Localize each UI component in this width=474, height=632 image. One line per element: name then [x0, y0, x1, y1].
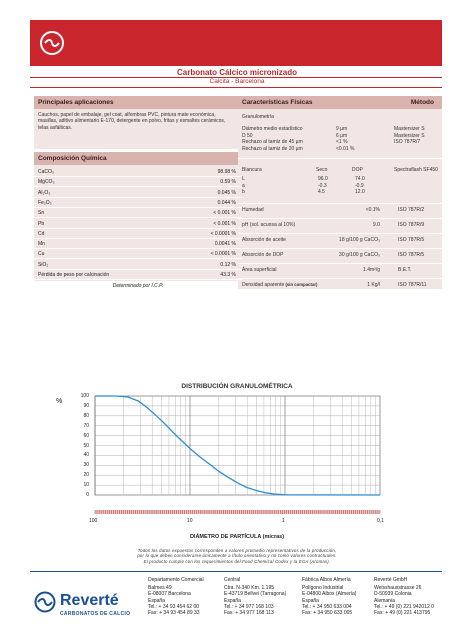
composition-row	[34, 270, 242, 280]
address-heading: Central	[224, 577, 241, 583]
composition-key: Cu	[38, 251, 45, 258]
granulometry-value: <0.01 %	[336, 145, 355, 152]
disclaimer-line: por lo que deben considerarse únicamente a título orientativo y no como valores contractuales.	[137, 553, 337, 559]
address-line: E-43719 Bellvei (Tarragona)	[224, 591, 287, 598]
y-tick-label: 10	[83, 482, 89, 489]
granulometry-value: 9 µm	[336, 126, 348, 132]
composition-value: < 0.0001 %	[210, 230, 236, 237]
physical-key: Absorción de aceite	[242, 237, 286, 243]
physical-key: Humedad	[242, 207, 264, 213]
physical-separator	[238, 158, 442, 159]
applications-heading: Principales aplicaciones	[34, 96, 242, 109]
composition-key: MgCO₃	[38, 179, 55, 186]
composition-value: < 0.001 %	[213, 210, 236, 217]
physical-method: ISO 787R/5	[398, 237, 425, 243]
granulometry-method: ISO 787R/7	[394, 139, 421, 145]
disclaimer	[80, 548, 394, 564]
composition-key: Sn	[38, 210, 45, 217]
address-line: España	[148, 597, 165, 604]
address-line: Tel.: + 34 977 168 103	[224, 603, 274, 610]
composition-row	[34, 229, 242, 239]
address-block	[302, 577, 356, 616]
granulometry-key: Rechazo al tamiz de 20 µm	[242, 145, 303, 152]
address-line: Alemania	[374, 597, 395, 604]
composition-value: 0.0041 %	[214, 241, 236, 248]
composition-key: CaCO₃	[38, 169, 54, 175]
y-tick-label: 90	[83, 402, 89, 409]
composition-key: Mn	[38, 241, 45, 248]
physical-separator	[238, 203, 442, 204]
physical-value: 1.4m²/g	[363, 267, 380, 273]
physical-method: ISO 787R/2	[398, 207, 425, 213]
brand-logo-icon	[40, 31, 64, 55]
composition-value: 43.3 %	[220, 272, 236, 278]
address-heading: Fábrica Albox Almería	[302, 577, 351, 583]
composition-row	[34, 208, 242, 218]
y-tick-label: 70	[83, 422, 89, 429]
footer-rule	[30, 571, 442, 572]
physical-key: Densidad aparente (sin compactar)	[242, 282, 318, 288]
physical-value: 1 Kg/l	[367, 282, 380, 288]
composition-row	[34, 188, 242, 198]
brand-name: Reverté	[60, 592, 119, 609]
physical-separator	[238, 218, 442, 219]
address-line: Fax: + 34 977 168 113	[224, 610, 274, 617]
y-tick-label: 40	[83, 452, 89, 459]
physical-separator	[238, 248, 442, 249]
address-line: Polígono Industrial	[302, 585, 344, 592]
address-line: Ctra. N-340 Km. 1.195	[224, 585, 275, 592]
granulometry-value: 6 µm	[336, 132, 348, 139]
whiteness-seco: 4.5	[318, 189, 325, 195]
physical-value: 30 g/100 g CaCO₃	[339, 252, 380, 258]
granulometry-key: Rechazo al tamiz de 45 µm	[242, 139, 303, 145]
x-tick-label: 10	[187, 518, 193, 524]
y-tick-label: 80	[83, 412, 89, 419]
physical-method: ISO 787R/9	[398, 222, 425, 228]
y-axis-label: %	[56, 398, 63, 405]
physical-key: Absorción de DOP	[242, 252, 284, 258]
y-tick-label: 60	[83, 432, 89, 439]
composition-key: Fe₂O₃	[38, 199, 52, 206]
reverte-logo-icon	[34, 591, 56, 613]
granulometry-key: Diámetro medio estadístico	[242, 126, 303, 132]
composition-value: 0.045 %	[217, 189, 236, 196]
composition-value: 0.59 %	[220, 179, 236, 186]
composition-key: Pb	[38, 220, 45, 227]
composition-row	[34, 219, 242, 229]
chart-title: DISTRIBUCIÓN GRANULOMÉTRICA	[181, 383, 293, 390]
product-subtitle: Calcita - Barcelona	[209, 78, 265, 85]
method-heading: Método	[410, 99, 434, 106]
physical-heading-label: Características Físicas	[242, 99, 313, 106]
composition-value: 98.98 %	[217, 169, 236, 175]
physical-key: pH (sol. acuosa al 10%)	[242, 222, 296, 228]
whiteness-key: a	[242, 182, 245, 189]
y-tick-label: 100	[80, 393, 89, 399]
whiteness-seco: 96.0	[318, 176, 328, 182]
whiteness-dop: 74.0	[355, 176, 365, 182]
whiteness-key: L	[242, 176, 245, 182]
physical-key: Área superficial	[242, 267, 277, 273]
physical-method: B.E.T.	[398, 267, 412, 273]
composition-key: SiO₂	[38, 261, 49, 268]
address-block	[374, 577, 434, 616]
x-tick-label: 0,1	[377, 518, 384, 524]
composition-note: Determinado por I.C.P.	[112, 283, 164, 289]
x-tick-label: 100	[89, 518, 98, 524]
address-line: Tel.: + 34 93 454 62 00	[148, 603, 200, 610]
whiteness-method: Spectraflash SF450	[394, 167, 438, 173]
address-line: España	[224, 597, 241, 604]
product-title: Carbonato Cálcico micronizado	[176, 68, 298, 77]
granulometry-label: Granulometría	[242, 114, 274, 120]
composition-heading: Composición Química	[34, 152, 242, 165]
composition-value: 0.12 %	[220, 261, 236, 268]
address-line: España	[302, 597, 319, 604]
disclaimer-line: El producto cumple con los requerimientos del Food Chemical Codex y la EGA (Aromas).	[143, 558, 331, 564]
whiteness-dop: 12.0	[355, 189, 365, 195]
physical-value: 18 g/100 g CaCO₃	[339, 237, 380, 243]
whiteness-seco: -0.3	[318, 182, 327, 189]
composition-row	[34, 239, 242, 249]
y-tick-label: 20	[83, 472, 89, 479]
address-block	[224, 577, 286, 616]
composition-key: Al₂O₃	[38, 189, 51, 196]
physical-value: 9.0	[373, 222, 380, 228]
granulometry-method: Mastersizer S	[394, 132, 425, 139]
address-heading: Departamento Comercial	[148, 577, 204, 583]
physical-heading	[238, 96, 442, 109]
address-line: E-04800 Albox (Almería)	[302, 591, 357, 598]
address-line: D-50939 Colonia	[374, 591, 412, 598]
physical-method: ISO 787R/5	[398, 252, 425, 258]
composition-row	[34, 177, 242, 187]
address-line: Fax: + 34 93 454 89 33	[148, 610, 200, 617]
x-tick-label: 1	[282, 518, 285, 524]
physical-separator	[238, 263, 442, 264]
composition-row	[34, 198, 242, 208]
whiteness-col-dop: DOP	[352, 167, 363, 173]
applications-text: Cauchos, papel de embalaje, gel coat, alfombras PVC, pintura mate económica, masillas, aditivo alimentario E-170, detergente en polvo, fritas y esmaltes cerámicos, telas asfálticas.	[38, 112, 226, 131]
composition-value: < 0.001 %	[213, 220, 236, 227]
composition-value: 0.044 %	[217, 199, 236, 206]
header-band	[30, 20, 442, 66]
granulometry-value: <1 %	[336, 139, 348, 145]
address-line: Fax: + 34 950 633 005	[302, 610, 353, 617]
physical-separator	[238, 278, 442, 279]
title-rule-bottom	[30, 87, 442, 88]
address-line: Balmes 49	[148, 585, 172, 592]
address-block	[148, 577, 204, 616]
physical-value: <0.1%	[365, 207, 380, 213]
whiteness-key: b	[242, 189, 245, 195]
composition-key: Cd	[38, 230, 45, 237]
composition-row	[34, 167, 242, 177]
granulometry-method: Mastersizer S	[394, 126, 425, 132]
title-rule-top	[30, 77, 442, 78]
whiteness-col-seco: Seco	[316, 167, 328, 173]
address-line: Weisshausstrasse 26	[374, 585, 422, 592]
address-line: Tel.: + 34 950 633 004	[302, 603, 352, 610]
physical-method: ISO 787R/11	[398, 282, 427, 288]
address-heading: Reverté GmbH	[374, 577, 408, 583]
whiteness-label: Blancura	[242, 167, 262, 173]
composition-key: Pérdida de peso por calcinación	[38, 272, 110, 278]
y-tick-label: 0	[86, 492, 89, 498]
y-tick-label: 50	[83, 442, 89, 449]
whiteness-dop: -0.9	[355, 182, 364, 189]
granulometry-key: D 50	[242, 132, 253, 139]
brand-subtitle: CARBONATOS DE CALCIO	[60, 611, 131, 617]
physical-key-note: (sin compactar)	[284, 282, 318, 287]
address-line: E-08007 Barcelona	[148, 591, 191, 598]
composition-row	[34, 260, 242, 270]
y-tick-label: 30	[83, 462, 89, 469]
physical-separator	[238, 233, 442, 234]
address-line: Tel.: + 49 (0) 221 942012 0	[374, 603, 434, 610]
granulometry-chart	[0, 390, 474, 540]
disclaimer-line: Todos los datos expuestos corresponden a valores promedio representativos de la producción,	[137, 548, 337, 553]
composition-value: < 0.0001 %	[210, 251, 236, 258]
composition-row	[34, 249, 242, 259]
x-axis-label: DIÁMETRO DE PARTÍCULA (micras)	[189, 534, 285, 540]
address-line: Fax: + 49 (0) 221 413795	[374, 610, 431, 617]
